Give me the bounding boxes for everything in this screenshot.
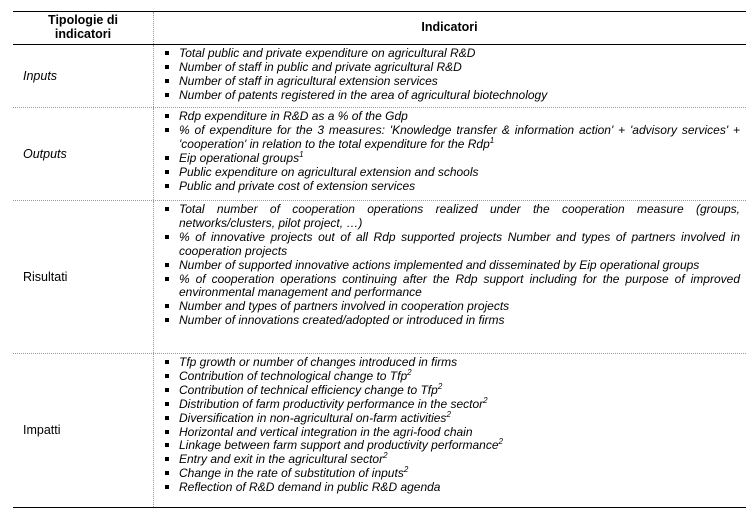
indicator-item	[165, 166, 740, 180]
table-row-inputs	[13, 45, 746, 108]
footnote-marker: 2	[403, 465, 409, 475]
indicator-text: Public and private cost of extension services	[179, 178, 416, 193]
indicator-list	[165, 356, 740, 495]
indicator-text: Entry and exit in the agricultural sector	[179, 452, 384, 467]
indicator-text: Number of innovations created/adopted or introduced in firms	[179, 313, 505, 328]
table-row-impatti	[13, 354, 746, 508]
indicator-text: Number and types of partners involved in cooperation projects	[179, 299, 510, 314]
footnote-marker: 2	[483, 395, 488, 405]
indicator-item	[165, 273, 740, 301]
category-label: Outputs	[23, 147, 67, 161]
indicator-text: Number of staff in agricultural extension services	[179, 73, 438, 88]
indicator-list	[165, 203, 740, 328]
indicator-item	[165, 259, 740, 273]
indicator-text: Contribution of technical efficiency change to Tfp	[179, 382, 438, 397]
indicator-item	[165, 409, 740, 426]
indicator-text: Reflection of R&D demand in public R&D agenda	[179, 480, 441, 495]
indicator-text: Total public and private expenditure on agricultural R&D	[179, 46, 476, 60]
header-indicators-column: Indicatori	[421, 20, 478, 34]
indicator-list	[165, 47, 740, 103]
indicator-item	[165, 356, 740, 370]
indicator-item	[165, 395, 740, 412]
indicator-text: Contribution of technological change to Tfp	[179, 368, 408, 383]
indicator-item	[165, 203, 740, 231]
footnote-marker: 2	[437, 381, 443, 391]
header-category-line1: Tipologie di	[48, 13, 118, 27]
indicator-text: Linkage between farm support and productivity performance	[179, 438, 499, 453]
header-category-column	[13, 13, 153, 41]
indicator-item	[165, 231, 740, 259]
indicator-item	[165, 314, 740, 328]
indicator-item	[165, 300, 740, 314]
indicator-item	[165, 149, 740, 166]
indicator-item	[165, 124, 740, 152]
indicator-text: Number of staff in public and private agricultural R&D	[179, 59, 462, 74]
indicator-text: Distribution of farm productivity performance in the sector	[179, 396, 484, 411]
indicator-text: Horizontal and vertical integration in the agri-food chain	[179, 424, 473, 439]
indicator-item	[165, 61, 740, 75]
indicator-text: Diversification in non-agricultural on-farm activities	[179, 410, 447, 425]
indicator-item	[165, 467, 740, 481]
indicator-text: % of cooperation operations continuing after the Rdp support including for the purpose of improved environmental management and performance	[179, 271, 740, 300]
category-label: Impatti	[23, 423, 61, 437]
footnote-marker: 2	[446, 409, 451, 419]
indicator-item	[165, 481, 740, 495]
table-row-outputs	[13, 108, 746, 201]
indicator-text: Public expenditure on agricultural extension and schools	[179, 164, 479, 179]
indicator-list	[165, 110, 740, 193]
indicators-table	[13, 11, 746, 508]
indicator-item	[165, 75, 740, 89]
footnote-marker: 2	[383, 451, 388, 461]
table-header	[13, 11, 746, 45]
footnote-marker: 1	[299, 149, 304, 159]
column-divider	[153, 108, 154, 200]
indicator-item	[165, 110, 740, 124]
category-label: Inputs	[23, 69, 58, 83]
indicator-text: Rdp expenditure in R&D as a % of the Gdp	[179, 109, 408, 123]
indicator-text: % of expenditure for the 3 measures: 'Knowledge transfer & information action' + 'advisory services' + 'cooperation' in relation to the total expenditure for the Rdp	[179, 122, 740, 151]
indicator-text: Total number of cooperation operations realized under the cooperation measure (groups, networks/clusters, pilot project, …)	[179, 202, 740, 230]
indicator-text: Number of patents registered in the area of agricultural biotechnology	[179, 87, 548, 102]
footnote-marker: 2	[498, 437, 503, 447]
indicator-text: % of innovative projects out of all Rdp supported projects Number and types of partners involved in cooperation projects	[179, 229, 740, 258]
column-divider	[153, 201, 154, 353]
column-divider	[153, 45, 154, 107]
indicator-text: Number of supported innovative actions implemented and disseminated by Eip operational groups	[179, 257, 700, 272]
indicator-text: Tfp growth or number of changes introduced in firms	[179, 355, 458, 369]
indicator-text: Change in the rate of substitution of inputs	[179, 466, 404, 481]
footnote-marker: 2	[407, 367, 412, 377]
table-row-risultati	[13, 201, 746, 354]
indicator-item	[165, 367, 740, 384]
indicator-item	[165, 381, 740, 398]
category-label: Risultati	[23, 270, 68, 284]
header-category-line2: indicatori	[54, 27, 112, 41]
indicator-item	[165, 180, 740, 194]
indicator-text: Eip operational groups	[179, 150, 300, 165]
indicator-item	[165, 89, 740, 103]
column-divider	[153, 354, 154, 507]
footnote-marker: 1	[489, 135, 495, 145]
indicator-item	[165, 47, 740, 61]
